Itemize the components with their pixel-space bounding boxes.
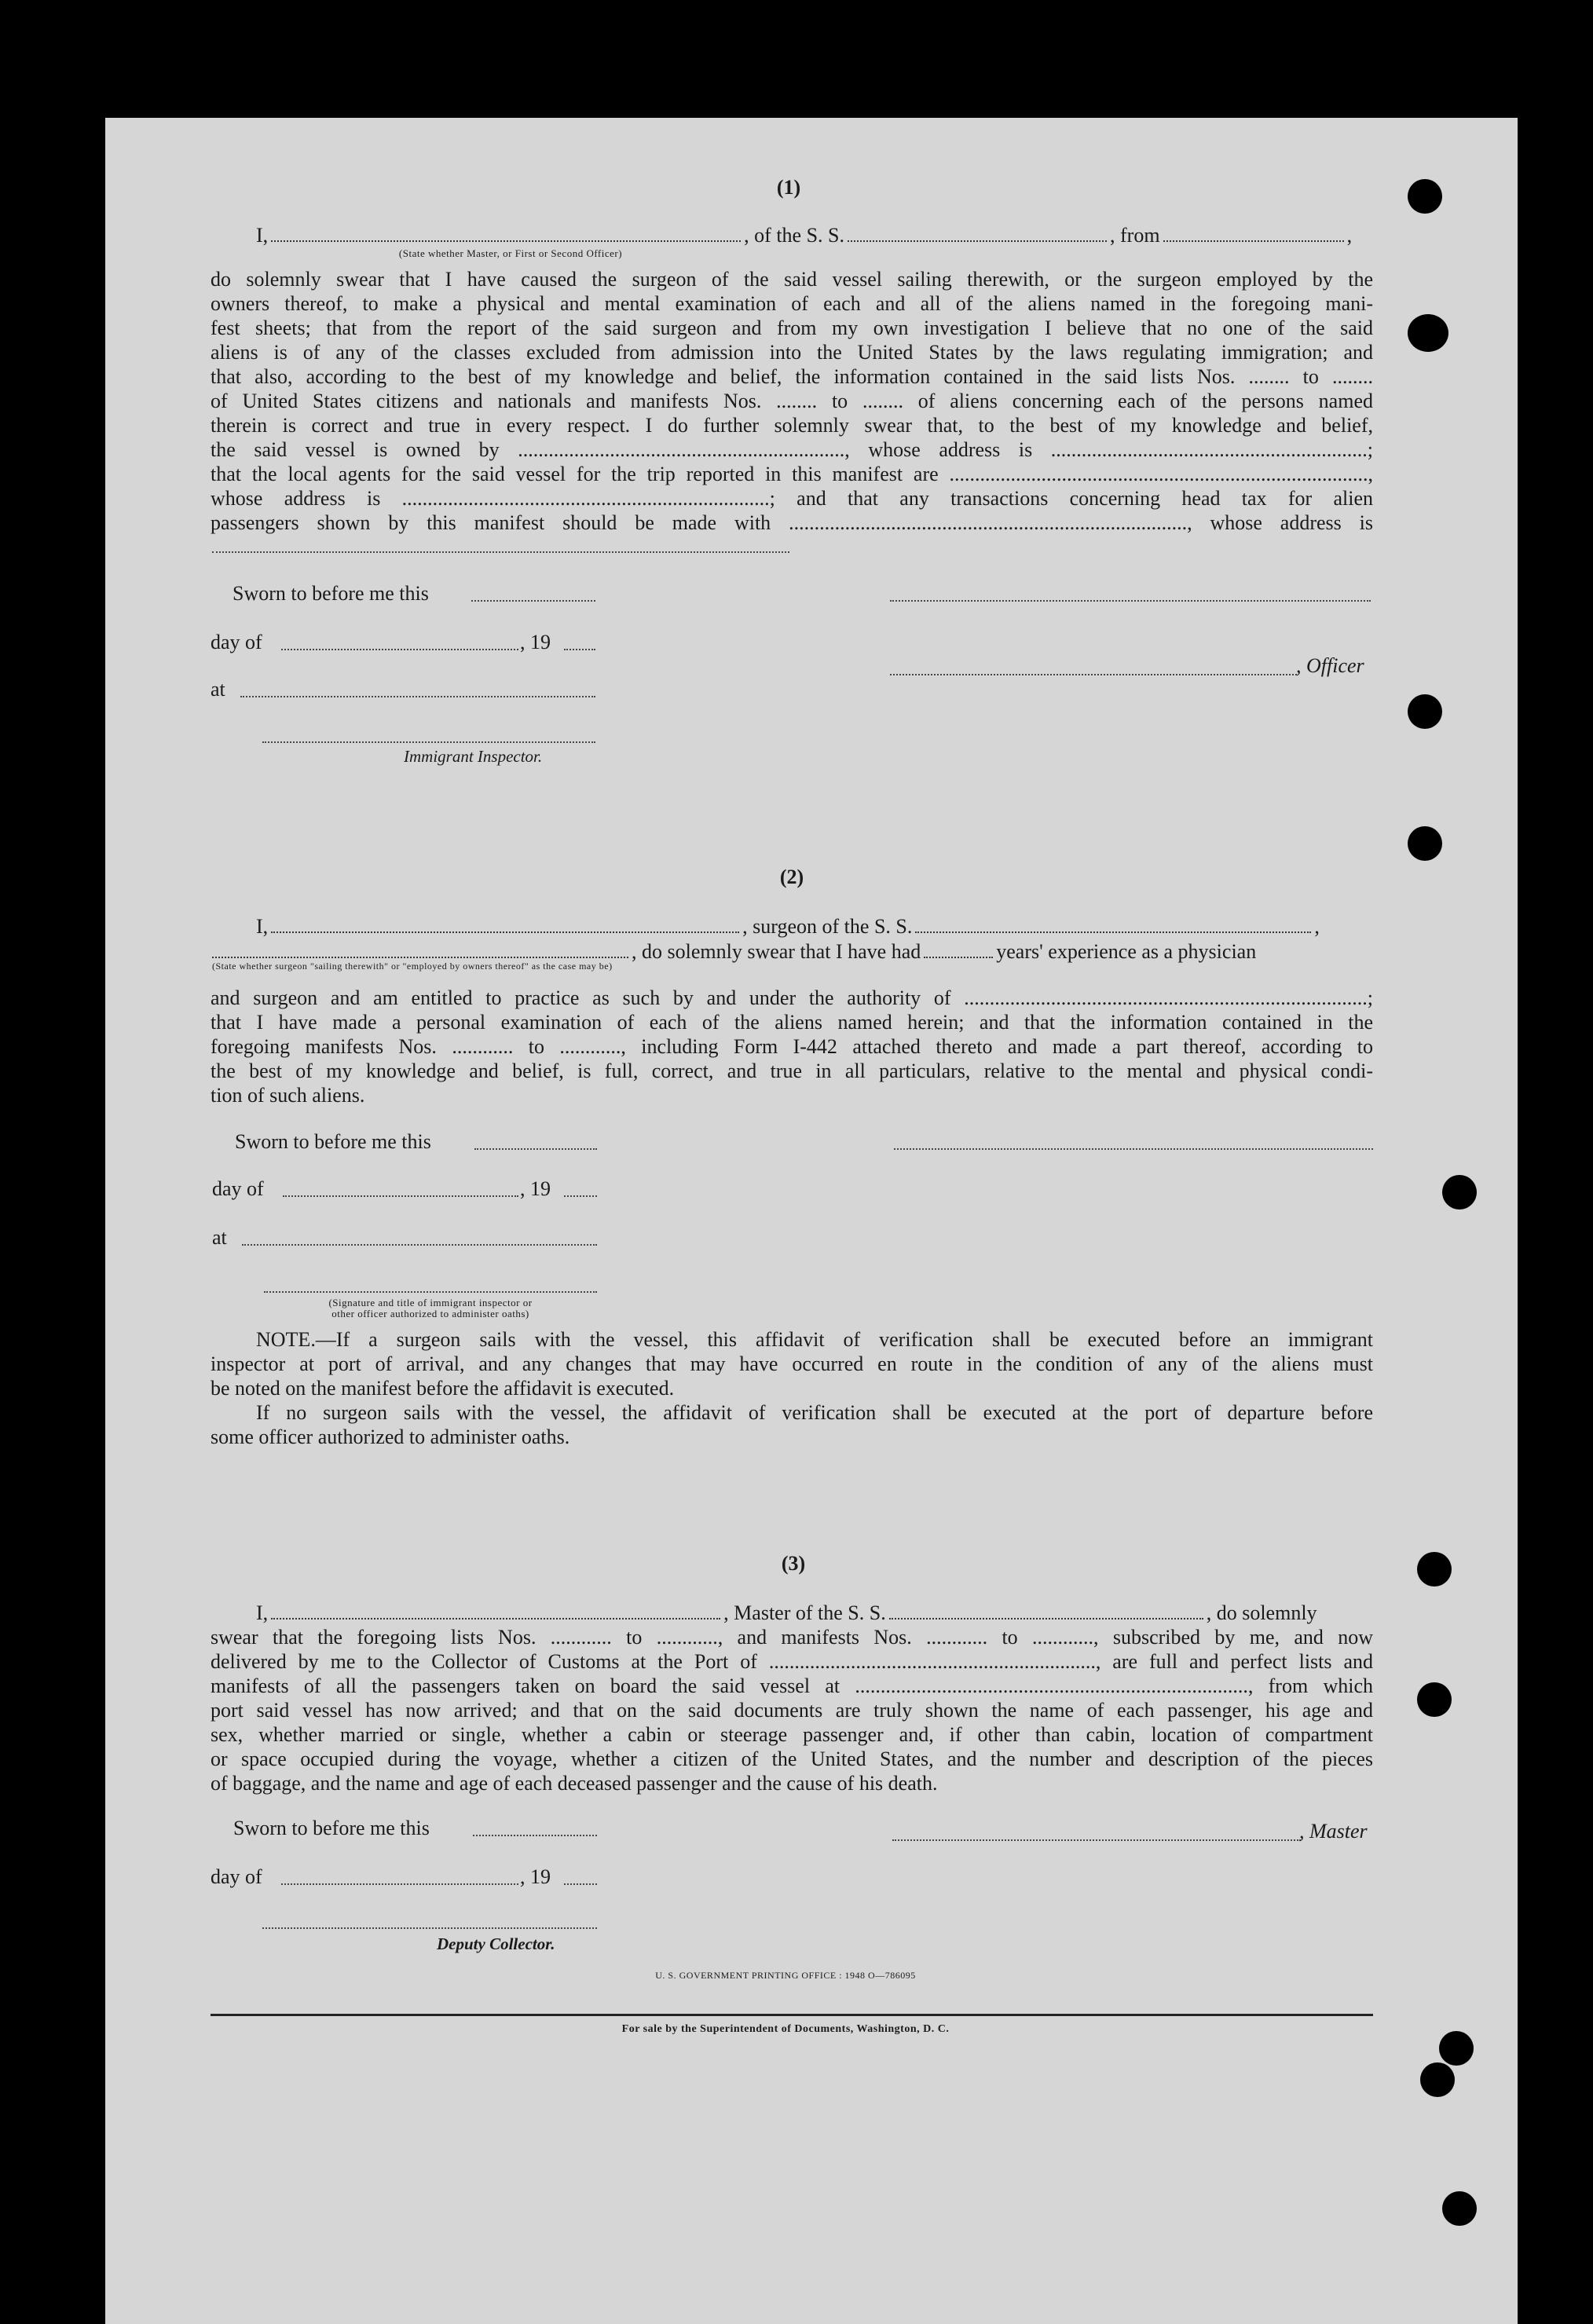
note-paragraph <box>211 1327 1373 1449</box>
para-line: port said vessel has now arrived; and that on the said documents are truly shown the name of each passenger, his age and <box>211 1699 1373 1722</box>
section-2-paragraph <box>211 986 1373 1107</box>
year-field[interactable] <box>564 1194 597 1197</box>
at-label: at <box>211 678 225 701</box>
signature-title-field[interactable] <box>264 1290 597 1293</box>
officer-title-hint: (State whether Master, or First or Second Officer) <box>398 247 623 259</box>
punch-hole <box>1417 1682 1452 1717</box>
punch-hole <box>1408 694 1442 729</box>
master-of-ss-label: , Master of the S. S. <box>723 1601 886 1624</box>
para-line: of United States citizens and nationals and manifests Nos. ........ to ........ of aliens concerning each of the persons named <box>211 390 1373 412</box>
para-line: manifests of all the passengers taken on board the said vessel at ............................................................................., from which <box>211 1674 1373 1697</box>
i-label: I, <box>256 1601 269 1624</box>
para-line: owners thereof, to make a physical and mental examination of each and all of the aliens named in the foregoing mani- <box>211 292 1373 315</box>
surgeon-status-hint: (State whether surgeon "sailing therewith" or "employed by owners thereof" as the case may be) <box>212 961 613 972</box>
sworn-text: Sworn to before me this <box>233 1817 430 1839</box>
para-line: that also, according to the best of my knowledge and belief, the information contained in the said lists Nos. ........ to ........ <box>211 365 1373 388</box>
sworn-text: Sworn to before me this <box>235 1130 431 1153</box>
signature-hint-line-1: (Signature and title of immigrant inspector or <box>328 1297 533 1308</box>
para-line: aliens is of any of the classes excluded from admission into the United States by the laws regulating immigration; and <box>211 341 1373 364</box>
year-label: , 19 <box>520 1177 551 1200</box>
section-3-first-line <box>256 1601 1317 1625</box>
note-line: If no surgeon sails with the vessel, the affidavit of verification shall be executed at the port of departure before <box>256 1401 1373 1424</box>
para-line: delivered by me to the Collector of Customs at the Port of ................................................................, are full and perfect lists and <box>211 1650 1373 1673</box>
master-signature-field[interactable] <box>892 1838 1301 1841</box>
of-ss-label: , of the S. S. <box>744 224 845 247</box>
comma: , <box>1314 915 1320 938</box>
day-of-label: day of <box>212 1177 264 1200</box>
at-place-field[interactable] <box>240 694 595 697</box>
day-of-field[interactable] <box>281 1882 518 1885</box>
punch-hole <box>1408 179 1442 214</box>
year-label: , 19 <box>520 1865 551 1888</box>
punch-hole <box>1408 314 1448 352</box>
para-line: tion of such aliens. <box>211 1084 365 1107</box>
punch-hole <box>1442 1175 1477 1210</box>
section-3-paragraph <box>211 1625 1373 1795</box>
para-line: sex, whether married or single, whether a cabin or steerage passenger and, if other than cabin, location of compartment <box>211 1723 1373 1746</box>
master-name-field[interactable] <box>271 1601 720 1619</box>
officer-signature-field[interactable] <box>890 598 1371 602</box>
para-line: whose address is ........................................................................; and that any transactions concerning head tax for alien <box>211 487 1373 510</box>
collector-signature-field[interactable] <box>262 1926 597 1929</box>
surgeon-status-field[interactable] <box>212 939 628 958</box>
officer-title-field[interactable] <box>271 223 741 242</box>
inspector-signature-field[interactable] <box>262 740 595 743</box>
signature-hint-line-2: other officer authorized to administer oaths) <box>331 1308 529 1319</box>
immigrant-inspector-label: Immigrant Inspector. <box>404 747 543 766</box>
note-line: inspector at port of arrival, and any changes that may have occurred en route in the condition of any of the aliens must <box>211 1352 1373 1375</box>
para-line: or space occupied during the voyage, whether a citizen of the United States, and the number and description of the pieces <box>211 1748 1373 1770</box>
para-line: the said vessel is owned by ................................................................, whose address is ..............................................................; <box>211 438 1373 461</box>
surgeon-name-field[interactable] <box>271 914 739 933</box>
sworn-date-field[interactable] <box>474 1147 597 1150</box>
day-of-label: day of <box>211 631 262 653</box>
section-2-first-line <box>256 914 1320 939</box>
vessel-name-field[interactable] <box>915 914 1311 933</box>
vessel-name-field[interactable] <box>848 223 1107 242</box>
day-of-label: day of <box>211 1865 262 1888</box>
comma: , <box>1346 224 1353 247</box>
year-field[interactable] <box>564 1882 597 1885</box>
para-line: of baggage, and the name and age of each deceased passenger and the cause of his death. <box>211 1772 938 1795</box>
note-line: some officer authorized to administer oaths. <box>211 1426 570 1448</box>
para-line: that I have made a personal examination of each of the aliens named herein; and that the information contained in the <box>211 1011 1373 1034</box>
para-line: therein is correct and true in every respect. I do further solemnly swear that, to the best of my knowledge and belief, <box>211 414 1373 437</box>
section-1-first-line <box>256 223 1352 247</box>
day-of-field[interactable] <box>283 1194 518 1197</box>
address-continuation-field[interactable] <box>212 550 789 553</box>
at-label: at <box>212 1226 227 1249</box>
sworn-date-field[interactable] <box>473 1833 597 1836</box>
master-label: , Master <box>1299 1820 1368 1843</box>
sworn-date-field[interactable] <box>471 598 595 602</box>
note-line: NOTE.—If a surgeon sails with the vessel, this affidavit of verification shall be executed before an immigrant <box>256 1328 1373 1351</box>
year-field[interactable] <box>564 647 595 650</box>
sale-notice: For sale by the Superintendent of Documents, Washington, D. C. <box>621 2023 950 2035</box>
para-line: fest sheets; that from the report of the said surgeon and from my own investigation I believe that no one of the said <box>211 317 1373 339</box>
section-2-number: (2) <box>779 866 804 888</box>
punch-hole <box>1439 2031 1474 2066</box>
punch-hole <box>1442 2191 1477 2226</box>
para-line: the best of my knowledge and belief, is full, correct, and true in all particulars, relative to the mental and physical condi- <box>211 1060 1373 1082</box>
deputy-collector-label: Deputy Collector. <box>437 1934 555 1953</box>
i-label: I, <box>256 915 269 938</box>
swear-text: , do solemnly swear that I have had <box>632 940 921 963</box>
para-line: do solemnly swear that I have caused the surgeon of the said vessel sailing therewith, or the surgeon employed by the <box>211 268 1373 291</box>
i-label: I, <box>256 224 269 247</box>
footer-rule <box>211 2014 1373 2016</box>
sworn-text: Sworn to before me this <box>233 582 429 605</box>
para-line: swear that the foregoing lists Nos. ............ to ............, and manifests Nos. ............ to ............, subscribed by me, and now <box>211 1626 1373 1649</box>
section-1-paragraph <box>211 267 1373 535</box>
surgeon-signature-field[interactable] <box>894 1147 1373 1150</box>
from-port-field[interactable] <box>1163 223 1344 242</box>
surgeon-of-ss-label: , surgeon of the S. S. <box>742 915 913 938</box>
para-line: passengers shown by this manifest should be made with .............................................................................., whose address is <box>211 511 1373 534</box>
vessel-name-field[interactable] <box>889 1601 1203 1619</box>
punch-hole <box>1417 1552 1452 1587</box>
printing-office-imprint: U. S. GOVERNMENT PRINTING OFFICE : 1948 O—786095 <box>655 1970 916 1981</box>
day-of-field[interactable] <box>281 647 518 650</box>
para-line: foregoing manifests Nos. ............ to ............, including Form I-442 attached thereto and made a part thereof, according to <box>211 1035 1373 1058</box>
do-solemnly-text: , do solemnly <box>1206 1601 1317 1624</box>
officer-name-field[interactable] <box>890 672 1297 675</box>
section-1-number: (1) <box>776 176 801 199</box>
punch-hole <box>1408 826 1442 861</box>
from-label: , from <box>1110 224 1160 247</box>
para-line: that the local agents for the said vessel for the trip reported in this manifest are .................................................................................., <box>211 463 1373 485</box>
punch-hole <box>1420 2062 1455 2097</box>
officer-label: , Officer <box>1296 654 1364 677</box>
years-experience-field[interactable] <box>924 939 993 958</box>
at-place-field[interactable] <box>242 1243 597 1246</box>
section-3-number: (3) <box>781 1552 806 1575</box>
year-label: , 19 <box>520 631 551 653</box>
years-text: years' experience as a physician <box>996 940 1257 963</box>
note-line: be noted on the manifest before the affidavit is executed. <box>211 1377 675 1400</box>
para-line: and surgeon and am entitled to practice as such by and under the authority of ...............................................................................; <box>211 986 1373 1009</box>
